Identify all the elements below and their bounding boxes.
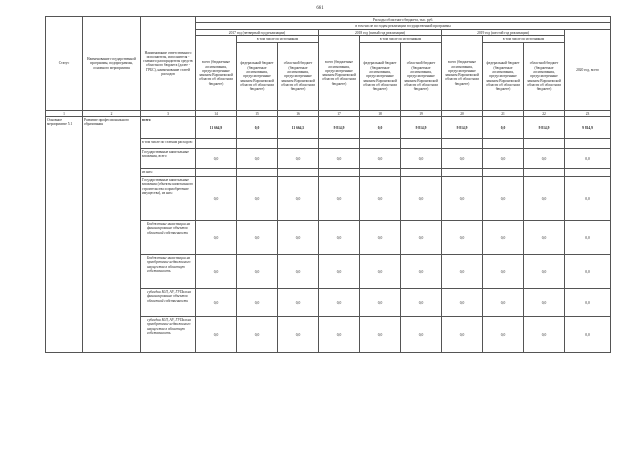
- header-status: Статус: [46, 17, 83, 111]
- value-cell: 0,0: [278, 221, 319, 255]
- value-cell: 0,0: [442, 177, 483, 221]
- value-cell: 0,0: [442, 289, 483, 317]
- row-label: Бюджетные инвестиции на приобретение недвижимого имущества в областную собственность: [141, 255, 196, 289]
- column-number-cell: 18: [360, 110, 401, 116]
- value-cell: [237, 139, 278, 149]
- value-cell: 9 814,9: [442, 117, 483, 139]
- value-cell: [319, 139, 360, 149]
- value-cell: 9 814,9: [401, 117, 442, 139]
- row-label: всего: [141, 117, 196, 139]
- value-cell: 0,0: [237, 317, 278, 353]
- value-cell: 0,0: [319, 255, 360, 289]
- value-cell: 0,0: [319, 149, 360, 169]
- row-label: Бюджетные инвестиции на финансирование объектов областной собственности: [141, 221, 196, 255]
- value-cell: 0,0: [442, 221, 483, 255]
- header-2018-total: всего (бюджетные ассигнования, предусмотренные законом Воронежской области об областном бюджете): [319, 36, 360, 110]
- header-2019-regional: областной бюджет (бюджетные ассигнования, предусмотренные законом Воронежской области об областном бюджете): [524, 42, 565, 110]
- value-cell: [278, 169, 319, 177]
- table-row: [46, 117, 611, 139]
- value-cell: 11 664,9: [196, 117, 237, 139]
- value-cell: 0,0: [401, 255, 442, 289]
- value-cell: [524, 169, 565, 177]
- value-cell: 0,0: [483, 149, 524, 169]
- value-cell: 0,0: [483, 255, 524, 289]
- column-number-cell: 16: [278, 110, 319, 116]
- value-cell: 0,0: [196, 317, 237, 353]
- row-label: субсидии ЮЛ, АУ, ГУПам на финансирование объектов областной собственности: [141, 289, 196, 317]
- value-cell: 0,0: [319, 177, 360, 221]
- value-cell: 0,0: [483, 289, 524, 317]
- value-cell: 0,0: [401, 317, 442, 353]
- value-cell: [360, 169, 401, 177]
- value-cell: [237, 169, 278, 177]
- value-cell: 9 814,9: [524, 117, 565, 139]
- value-cell: [483, 139, 524, 149]
- header-2017-federal: федеральный бюджет (бюджетные ассигнования, предусмотренные законом Воронежской области об областном бюджете): [237, 42, 278, 110]
- value-cell: 0,0: [442, 317, 483, 353]
- header-year-2019: 2019 год (шестой год реализации): [442, 29, 565, 35]
- value-cell: 0,0: [360, 149, 401, 169]
- value-cell: 0,0: [524, 149, 565, 169]
- value-cell: 0,0: [524, 289, 565, 317]
- value-cell: 0,0: [196, 149, 237, 169]
- value-cell: [442, 139, 483, 149]
- row-label: Государственные капитальные вложения, всего: [141, 149, 196, 169]
- value-cell: 0,0: [360, 317, 401, 353]
- header-year-2017: 2017 год (четвертый год реализации): [196, 29, 319, 35]
- column-number-cell: 2: [83, 110, 141, 116]
- value-cell: 0,0: [401, 149, 442, 169]
- value-cell: [401, 139, 442, 149]
- value-cell: 0,0: [524, 221, 565, 255]
- value-cell: 0,0: [278, 177, 319, 221]
- value-cell: 0,0: [196, 221, 237, 255]
- value-cell: 0,0: [565, 221, 611, 255]
- status-cell: Основное мероприятие 5.1: [46, 117, 83, 353]
- value-cell: 0,0: [442, 149, 483, 169]
- value-cell: 0,0: [524, 177, 565, 221]
- value-cell: 0,0: [360, 289, 401, 317]
- value-cell: 0,0: [483, 317, 524, 353]
- value-cell: 0,0: [360, 255, 401, 289]
- value-cell: 0,0: [319, 221, 360, 255]
- column-number-cell: 21: [483, 110, 524, 116]
- value-cell: [565, 139, 611, 149]
- row-label: в том числе по статьям расходов:: [141, 139, 196, 149]
- table-body: [46, 117, 611, 353]
- value-cell: 0,0: [319, 317, 360, 353]
- value-cell: 0,0: [278, 317, 319, 353]
- page-number: 661: [316, 6, 324, 11]
- value-cell: 0,0: [483, 117, 524, 139]
- value-cell: 0,0: [237, 255, 278, 289]
- header-2017-total: всего (бюджетные ассигнования, предусмотренные законом Воронежской области об областном бюджете): [196, 36, 237, 110]
- row-label: из них:: [141, 169, 196, 177]
- header-2018-sources: в том числе по источникам: [360, 36, 442, 42]
- budget-table: [45, 16, 611, 353]
- value-cell: 0,0: [196, 255, 237, 289]
- value-cell: [319, 169, 360, 177]
- value-cell: 0,0: [278, 289, 319, 317]
- header-expenses: Расходы областного бюджета, тыс. руб.: [196, 17, 611, 23]
- header-2019-total: всего (бюджетные ассигнования, предусмотренные законом Воронежской области об областном бюджете): [442, 36, 483, 110]
- value-cell: 0,0: [360, 117, 401, 139]
- value-cell: 0,0: [237, 117, 278, 139]
- value-cell: 0,0: [237, 149, 278, 169]
- value-cell: 0,0: [401, 289, 442, 317]
- value-cell: 0,0: [483, 177, 524, 221]
- column-number-cell: 3: [141, 110, 196, 116]
- column-number-cell: 23: [565, 110, 611, 116]
- header-year-2018: 2018 год (пятый год реализации): [319, 29, 442, 35]
- value-cell: 0,0: [524, 255, 565, 289]
- value-cell: 9 814,9: [319, 117, 360, 139]
- value-cell: [524, 139, 565, 149]
- header-2017-sources: в том числе по источникам: [237, 36, 319, 42]
- column-number-cell: 1: [46, 110, 83, 116]
- value-cell: 11 664,5: [278, 117, 319, 139]
- value-cell: 0,0: [401, 177, 442, 221]
- value-cell: 0,0: [196, 289, 237, 317]
- header-program: Наименование государственной программы, подпрограммы, основного мероприятия: [83, 17, 141, 111]
- column-number-cell: 15: [237, 110, 278, 116]
- column-number-cell: 19: [401, 110, 442, 116]
- program-cell: Развитие профессионального образования: [83, 117, 141, 353]
- header-executor: Наименование ответственного исполнителя, исполнителя - главного распорядителя средств областного бюджета (далее - ГРБС), наименование статей расходов: [141, 17, 196, 111]
- value-cell: 0,0: [565, 149, 611, 169]
- value-cell: 0,0: [278, 149, 319, 169]
- value-cell: 0,0: [442, 255, 483, 289]
- header-2019-sources: в том числе по источникам: [483, 36, 565, 42]
- header-year-2020: 2020 год, всего: [565, 29, 611, 110]
- value-cell: [360, 139, 401, 149]
- header-incl-program: в том числе по годам реализации государственной программы: [196, 23, 611, 29]
- row-label: Государственные капитальные вложения (объекты капитального строительства и приобретение имущества), из них:: [141, 177, 196, 221]
- value-cell: [442, 169, 483, 177]
- row-label: субсидии ЮЛ, АУ, ГУПам на приобретение недвижимого имущества в областную собственность: [141, 317, 196, 353]
- value-cell: [196, 139, 237, 149]
- header-2018-regional: областной бюджет (бюджетные ассигнования, предусмотренные законом Воронежской области об областном бюджете): [401, 42, 442, 110]
- value-cell: 0,0: [524, 317, 565, 353]
- value-cell: [278, 139, 319, 149]
- value-cell: 0,0: [401, 221, 442, 255]
- value-cell: 0,0: [237, 289, 278, 317]
- column-number-cell: 22: [524, 110, 565, 116]
- value-cell: 0,0: [360, 177, 401, 221]
- value-cell: 0,0: [565, 289, 611, 317]
- column-number-cell: 17: [319, 110, 360, 116]
- column-number-cell: 14: [196, 110, 237, 116]
- budget-table-wrapper: [45, 16, 610, 353]
- header-2017-regional: областной бюджет (бюджетные ассигнования, предусмотренные законом Воронежской области об областном бюджете): [278, 42, 319, 110]
- value-cell: [196, 169, 237, 177]
- value-cell: 0,0: [319, 289, 360, 317]
- value-cell: 0,0: [483, 221, 524, 255]
- column-number-cell: 20: [442, 110, 483, 116]
- value-cell: [565, 169, 611, 177]
- value-cell: 0,0: [565, 177, 611, 221]
- value-cell: 0,0: [237, 221, 278, 255]
- value-cell: 0,0: [196, 177, 237, 221]
- value-cell: 0,0: [360, 221, 401, 255]
- value-cell: 0,0: [237, 177, 278, 221]
- value-cell: [401, 169, 442, 177]
- value-cell: 0,0: [565, 255, 611, 289]
- header-2019-federal: федеральный бюджет (бюджетные ассигнования, предусмотренные законом Воронежской области об областном бюджете): [483, 42, 524, 110]
- value-cell: 0,0: [565, 317, 611, 353]
- value-cell: 9 814,9: [565, 117, 611, 139]
- value-cell: 0,0: [278, 255, 319, 289]
- header-2018-federal: федеральный бюджет (бюджетные ассигнования, предусмотренные законом Воронежской области об областном бюджете): [360, 42, 401, 110]
- value-cell: [483, 169, 524, 177]
